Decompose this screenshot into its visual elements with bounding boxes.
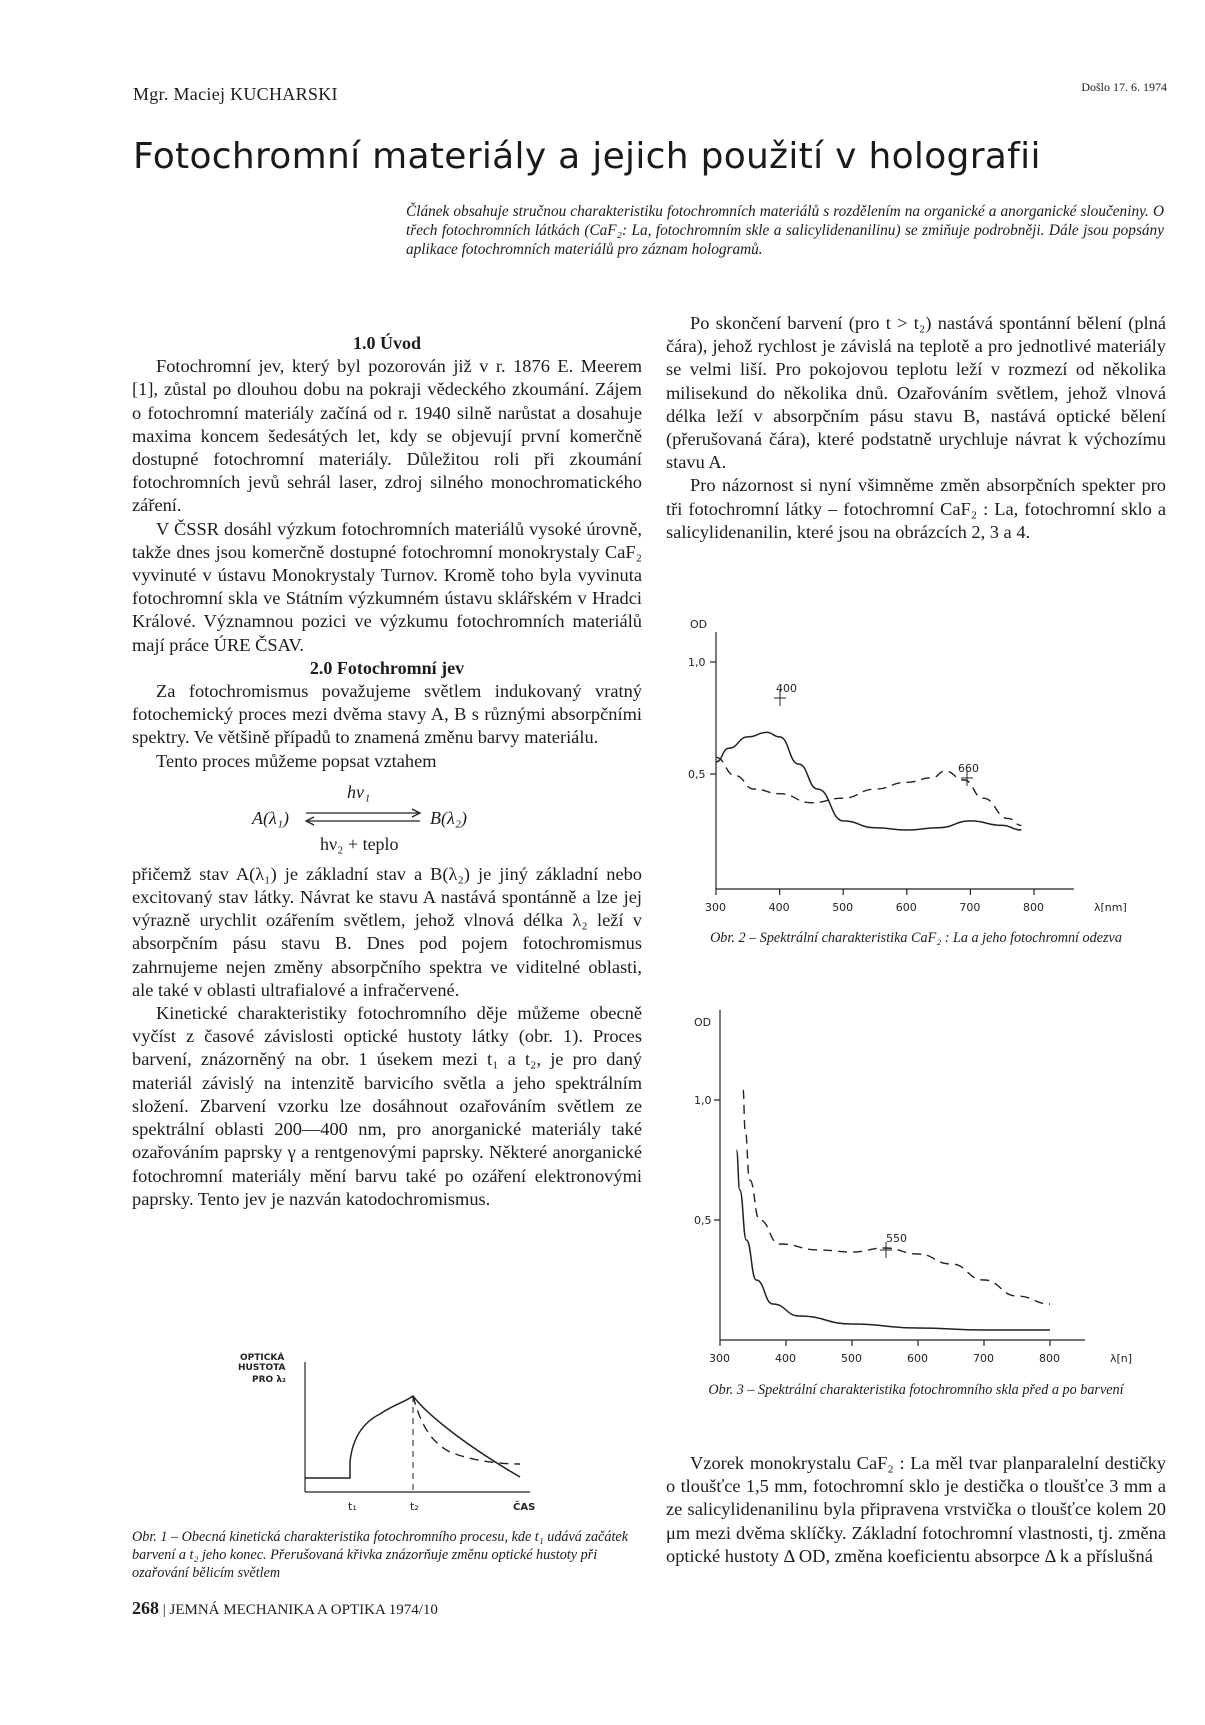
paragraph: Fotochromní jev, který byl pozorován již v r. 1876 E. Meerem [1], zůstal po dlouhou dobu na pokraji vědeckého zkoumání. Zájem o fotochromní materiály začíná od r. 1940 silně narůstat a dosahuje maxima koncem šedesátých let, kdy se objevují první komerčně dostupné fotochromní materiály. Důležitou roli při zkoumání fotochromních jevů sehrál laser, zdroj silného monochromatického záření.	[132, 356, 642, 516]
fig2-tick-label: 600	[895, 901, 917, 912]
journal-name: JEMNÁ MECHANIKA A OPTIKA 1974/10	[169, 1602, 438, 1618]
fig1-ylabel-2: HUSTOTA	[238, 1363, 286, 1373]
left-column	[132, 332, 642, 1211]
equation-bottom: hν₂ + teplo	[320, 833, 399, 854]
section-heading-intro: 1.0 Úvod	[352, 333, 421, 353]
figure-1-caption: Obr. 1 – Obecná kinetická charakteristika fotochromního procesu, kde t₁ udává začátek barvení a t₂ jeho konec. Přerušovaná křivka znázorňuje změnu optické hustoty při ozařování bělicím světlem	[132, 1529, 628, 1581]
section-heading-phenomenon: 2.0 Fotochromní jev	[309, 657, 465, 678]
fig1-ylabel-1: OPTICKÁ	[240, 1353, 285, 1363]
abstract: Článek obsahuje stručnou charakteristiku fotochromních materiálů s rozdělením na organické a anorganické sloučeniny. O třech fotochromních látkách (CaF₂: La, fotochromním skle a salicylidenanilinu) se zmiňuje podrobněji. Dále jsou popsány aplikace fotochromních materiálů pro záznam hologramů.	[406, 203, 1164, 258]
fig3-ylabel: OD	[694, 1016, 712, 1029]
article-title: Fotochromní materiály a jejich použití v holografii	[133, 136, 1041, 177]
equation-right: B(λ₂)	[430, 807, 468, 828]
equation-left: A(λ₁)	[252, 807, 290, 828]
fig3-tick-label: 600	[907, 1352, 928, 1365]
page-number: 268	[132, 1598, 159, 1618]
fig2-tick-label: 300	[705, 901, 726, 912]
equation-top: hν₁	[347, 781, 371, 802]
fig1-t1-label: t₁	[348, 1500, 357, 1513]
fig3-y-tick-05: 0,5	[694, 1214, 712, 1227]
right-column-top	[666, 312, 1166, 544]
figure-1-kinetics	[220, 1352, 560, 1522]
paragraph: Za fotochromismus považujeme světlem indukovaný vratný fotochemický proces mezi dvěma stavy A, B s různými absorpčními spektry. Ve většině případů to znamená změnu barvy materiálu.	[132, 681, 642, 748]
fig2-x-ticks	[705, 889, 1044, 912]
fig3-peak-550: 550	[886, 1232, 907, 1245]
paragraph: Po skončení barvení (pro t > t₂) nastává spontánní bělení (plná čára), jehož rychlost je závislá na teplotě a pro jednotlivé materiály se velmi liší. Pro pokojovou teplotu leží v rozmezí od několika milisekund do několika dnů. Ozařováním světlem, jehož vlnová délka leží v absorpčním pásu stavu B, nastává optické bělení (přerušovaná čára), které podstatně urychluje návrat k výchozímu stavu A.	[666, 313, 1166, 473]
fig3-tick-label: 500	[841, 1352, 862, 1365]
paragraph: Vzorek monokrystalu CaF₂ : La měl tvar planparalelní destičky o tloušťce 1,5 mm, fotochromní sklo je destička o tloušťce 3 mm a ze salicylidenanilinu byla připravena vrstvička o tloušťce kolem 20 μm mezi dvěma sklíčky. Základní fotochromní vlastnosti, tj. změna optické hustoty Δ OD, změna koeficientu absorpce Δ k a příslušná	[666, 1453, 1166, 1566]
fig3-tick-label: 700	[973, 1352, 994, 1365]
fig2-xlabel: λ[nm]	[1094, 901, 1127, 912]
fig3-xlabel: λ[n]	[1110, 1352, 1133, 1365]
fig1-xlabel: ČAS	[513, 1502, 536, 1513]
equation	[132, 777, 642, 857]
received-date: Došlo 17. 6. 1974	[1081, 80, 1167, 94]
paragraph: V ČSSR dosáhl výzkum fotochromních materiálů vysoké úrovně, takže dnes jsou komerčně dostupné fotochromní monokrystaly CaF₂ vyvinuté v ústavu Monokrystaly Turnov. Kromě toho byla vyvinuta fotochromní skla ve Státním výzkumném ústavu sklářském v Hradci Králové. Významnou pozici ve výzkumu fotochromních materiálů mají práce ÚRE ČSAV.	[132, 518, 642, 655]
page-footer	[132, 1598, 438, 1619]
paragraph: Kinetické charakteristiky fotochromního děje můžeme obecně vyčíst z časové závislosti optické hustoty látky (obr. 1). Proces barvení, znázorněný na obr. 1 úsekem mezi t₁ a t₂, je pro daný materiál závislý na intenzitě barvicího světla a jeho spektrálním složení. Zbarvení vzorku lze dosáhnout ozařováním světlem ze spektrální oblasti 200—400 nm, pro anorganické materiály také ozařováním paprsky γ a rentgenovými paprsky. Některé anorganické fotochromní materiály mění barvu také po ozáření elektronovými paprsky. Tento jev je nazván katodochromismus.	[132, 1003, 642, 1209]
fig3-x-ticks	[709, 1340, 1060, 1365]
fig1-ylabel-3: PRO λ₂	[252, 1375, 286, 1385]
footer-separator: |	[162, 1602, 170, 1618]
paragraph: Tento proces můžeme popsat vztahem	[156, 750, 437, 771]
fig2-peak-400: 400	[776, 682, 797, 695]
fig3-tick-label: 300	[709, 1352, 730, 1365]
figure-2-spectrum	[680, 612, 1150, 912]
figure-3-caption: Obr. 3 – Spektrální charakteristika fotochromního skla před a po barvení	[708, 1382, 1124, 1398]
fig2-curves	[716, 690, 1021, 830]
fig2-tick-label: 800	[1023, 901, 1044, 912]
fig2-ylabel: OD	[690, 618, 708, 631]
fig1-dashed-curve	[413, 1396, 520, 1464]
fig2-y-tick-1: 1,0	[688, 656, 706, 669]
equilibrium-arrows	[302, 805, 424, 829]
fig3-dashed-series	[743, 1090, 1050, 1304]
figure-2-caption: Obr. 2 – Spektrální charakteristika CaF₂ : La a jeho fotochromní odezva	[710, 930, 1122, 946]
fig2-peak-660: 660	[958, 762, 979, 775]
fig1-t2-label: t₂	[410, 1500, 419, 1513]
author-name: Mgr. Maciej KUCHARSKI	[133, 84, 338, 104]
fig3-y-tick-1: 1,0	[694, 1094, 712, 1107]
fig2-tick-label: 400	[768, 901, 790, 912]
fig3-tick-label: 800	[1039, 1352, 1060, 1365]
right-column-bottom	[666, 1452, 1166, 1568]
fig2-solid-series	[716, 732, 1021, 830]
fig2-tick-label: 700	[959, 901, 981, 912]
fig2-tick-label: 500	[832, 901, 854, 912]
fig3-curves	[737, 1090, 1051, 1330]
fig2-y-tick-05: 0,5	[688, 768, 706, 781]
figure-3-spectrum	[680, 1000, 1150, 1370]
paragraph: přičemž stav A(λ₁) je základní stav a B(λ₂) je jiný základní nebo excitovaný stav látky. Návrat ke stavu A nastává spontánně a lze jej výrazně urychlit ozářením světlem, jehož vlnová délka λ₂ leží v absorpčním pásu stavu B. Dnes pod pojem fotochromismus zahrnujeme nejen změny absorpčního spektra ve viditelné oblasti, ale také v oblasti ultrafialové a infračervené.	[132, 863, 642, 1000]
fig3-tick-label: 400	[775, 1352, 796, 1365]
paragraph: Pro názornost si nyní všimněme změn absorpčních spekter pro tři fotochromní látky – fotochromní CaF₂ : La, fotochromní sklo a salicylidenanilin, které jsou na obrázcích 2, 3 a 4.	[666, 475, 1166, 542]
